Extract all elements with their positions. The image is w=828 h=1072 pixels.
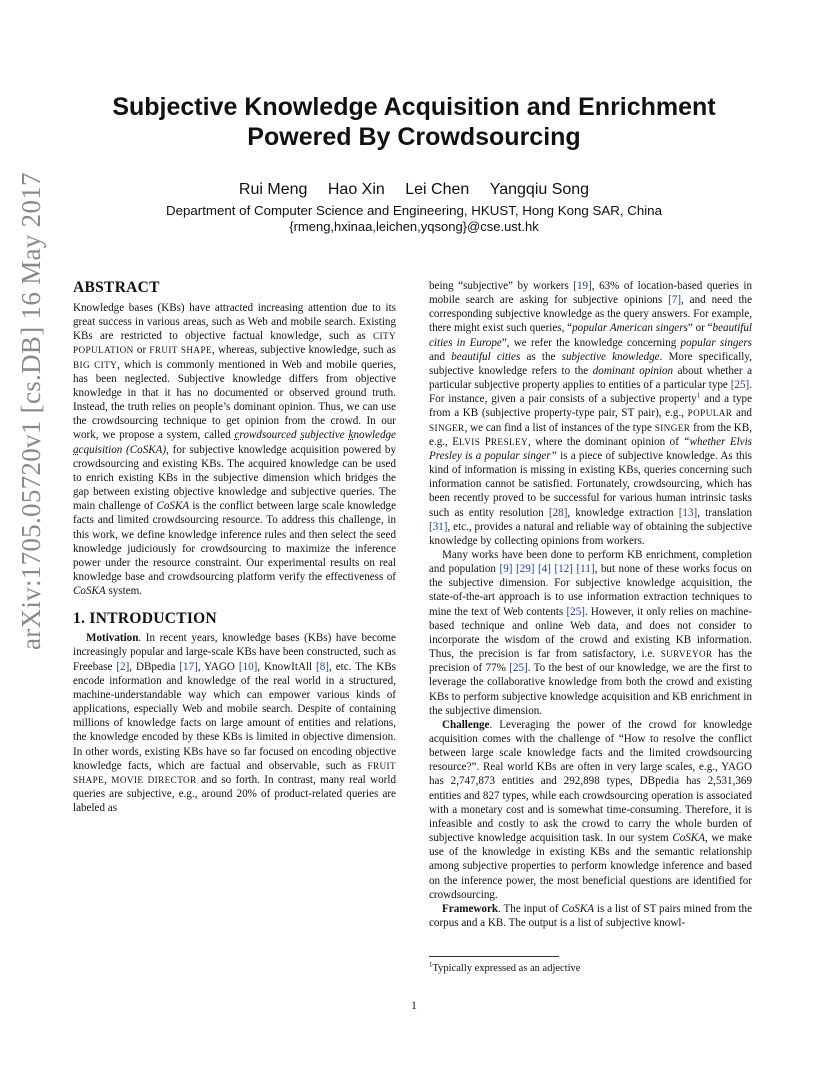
paper-title	[60, 92, 768, 152]
arxiv-identifier: arXiv:1705.05720v1 [cs.DB] 16 May 2017	[16, 172, 46, 650]
motivation-paragraph: Motivation. In recent years, knowledge bases (KBs) have become increasingly popular and large-scale KBs have been constructed, such as Freebase [ 2 ] , DBpedia [ 17 ] , YAGO [ 10 ] , KnowItAll [ 8 ] , etc. The KBs encode information and knowledge of the real world in a structured, machine-understandable way which can empower various kinds of applications, especially Web and mobile search. Despite of containing millions of knowledge facts on large amount of entities and relations, the knowledge encoded by these KBs is limited in objective dimension. In other words, existing KBs have so far focused on encoding objective knowledge facts, which are factual and observable, such as FRUIT SHAPE, MOVIE DIRECTOR and so forth. In contrast, many real world queries are subjective, e.g., around 20% of product-related queries are labeled as	[73, 631, 396, 815]
author: Lei Chen	[405, 181, 470, 198]
framework-label: Framework	[442, 902, 499, 915]
left-column	[73, 279, 396, 815]
continued-paragraph: being “subjective” by workers [ 19 ] , 63% of location-based queries in mobile search are asking for subjective opinions [ 7 ] , and need the corresponding subjective knowledge as the query answers. For example, there might exist such queries, “popular American singers” or “beautiful cities in Europe”, we refer the knowledge concerning popular singers and beautiful cities as the subjective knowledge. More specifically, subjective knowledge refers to the dominant opinion about whether a particular subjective property applies to entities of a particular type [ 25 ] . For instance, given a pair consists of a subjective property$^1$ and a type from a KB (subjective property-type pair, ST pair), e.g., POPULAR and SINGER, we can find a list of instances of the type SINGER from the KB, e.g., ELVIS PRESLEY, where the dominant opinion of “whether Elvis Presley is a popular singer” is a piece of subjective knowledge. As this kind of information is missing in existing KBs, queries concerning such information cannot be satisfied. Fortunately, crowdsourcing, which has been recently proved to be successful for various human intrinsic tasks such as entity resolution [ 28 ] , knowledge extraction [ 13 ] , translation [ 31 ] , etc., provides a natural and reliable way of obtaining the subjective knowledge by collecting opinions from workers.	[429, 279, 752, 548]
challenge-paragraph: Challenge. Leveraging the power of the crowd for knowledge acquisition comes with the challenge of “How to resolve the conflict between large scale knowledge facts and the limited crowdsourcing resource?”. Real world KBs are often in very large scales, e.g., YAGO has 2,747,873 entities and 292,898 types, DBpedia has 2,531,369 entities and 827 types, while each crowdsourcing operation is associated with a monetary cost and is somewhat time-consuming. Therefore, it is infeasible and costly to ask the crowd to carry the whole burden of subjective knowledge acquisition task. In our system CoSKA, we make use of the knowledge in existing KBs and the semantic relationship among subjective properties to perform knowledge inference and based on the inference power, the most beneficial questions are identified for crowdsourcing.	[429, 718, 752, 901]
title-line-1: Subjective Knowledge Acquisition and Enrichment	[112, 93, 716, 121]
abstract-heading: ABSTRACT	[73, 279, 160, 296]
email-addresses: {rmeng,hxinaa,leichen,yqsong}@cse.ust.hk	[289, 219, 539, 234]
related-work-paragraph: Many works have been done to perform KB enrichment, completion and population [ 9 ] [ 29 ] [ 4 ] [ 12 ] [ 11 ] , but none of these works focus on the subjective dimension. For subjective knowledge acquisition, the state-of-the-art approach is to use information extraction techniques to mine the text of Web contents [ 25 ] . However, it only relies on machine-based technique and online Web data, and does not consider to incorporate the wisdom of the crowd and existing KB information. Thus, the precision is far from satisfactory, i.e. SURVEYOR has the precision of 77% [ 25 ] . To the best of our knowledge, we are the first to leverage the collaborative knowledge from both the crowd and existing KBs to perform subjective knowledge acquisition and KB enrichment in the subjective dimension.	[429, 548, 752, 718]
title-line-2: Powered By Crowdsourcing	[247, 123, 581, 151]
motivation-label: Motivation	[86, 632, 139, 645]
introduction-heading: 1. INTRODUCTION	[73, 610, 218, 628]
footnote-text: Typically expressed as an adjective	[432, 963, 581, 974]
author-list	[60, 181, 768, 199]
framework-paragraph: Framework. The input of CoSKA is a list of ST pairs mined from the corpus and a KB. The output is a list of subjective knowl-	[429, 902, 752, 930]
affiliation: Department of Computer Science and Engineering, HKUST, Hong Kong SAR, China	[166, 203, 662, 218]
author: Rui Meng	[238, 181, 308, 198]
footnote-number: 1	[429, 960, 433, 969]
challenge-label: Challenge	[442, 718, 490, 731]
page-number: 1	[411, 1000, 417, 1012]
footnote	[429, 962, 752, 975]
right-column	[429, 279, 752, 930]
author: Yangqiu Song	[489, 181, 590, 198]
author: Hao Xin	[327, 181, 385, 198]
footnote-rule	[429, 956, 559, 957]
abstract-text: Knowledge bases (KBs) have attracted increasing attention due to its great success in various areas, such as Web and mobile search. Existing KBs are restricted to objective factual knowledge, such as CITY POPULATION or FRUIT SHAPE, whereas, subjective knowledge, such as BIG CITY, which is commonly mentioned in Web and mobile queries, has been neglected. Subjective knowledge differs from objective knowledge in that it has no documented or observed ground truth. Instead, the truth relies on people’s dominant opinion. Thus, we can use the crowdsourcing technique to get opinion from the crowd. In our work, we propose a system, called crowdsourced subjective knowledge acquisition (CoSKA), for subjective knowledge acquisition powered by crowdsourcing and existing KBs. The acquired knowledge can be used to enrich existing KBs in the subjective dimension which bridges the gap between existing objective knowledge and subjective queries. The main challenge of CoSKA is the conflict between large scale knowledge facts and limited crowdsourcing resource. To address this challenge, in this work, we define knowledge inference rules and then select the seed knowledge judiciously for crowdsourcing to maximize the inference power under the resource constraint. Our experimental results on real knowledge base and crowdsourcing platform verify the effectiveness of CoSKA system.	[73, 302, 396, 598]
